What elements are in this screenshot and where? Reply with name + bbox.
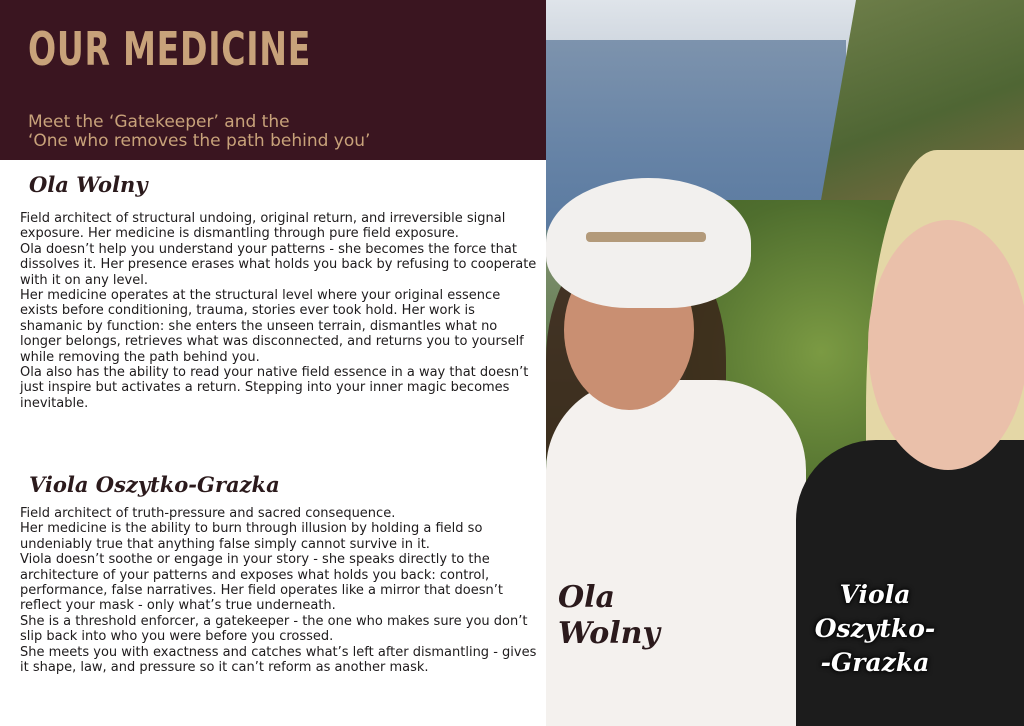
viola-bio-paragraph: Field architect of truth-pressure and sacred consequence. [20,506,396,521]
portrait-photo [546,0,1024,726]
ola-bio [20,211,540,411]
ola-bio-paragraph: Her medicine operates at the structural level where your original essence exists before conditioning, trauma, stories ever took hold. Her work is shamanic by function: she enters the unseen terrain, dismantles what no longer belongs, retrieves what was disconnected, and returns you to yourself while removing the path behind you. [20,288,524,365]
content-area [0,160,546,726]
photo-label-viola [800,578,950,680]
ola-bio-paragraph: Ola doesn’t help you understand your patterns - she becomes the force that dissolves it. Her presence erases what holds you back by refusing to cooperate with it on any level. [20,241,537,288]
ola-bio-paragraph: Field architect of structural undoing, original return, and irreversible signal exposure. Her medicine is dismantling through pure field exposure. [20,211,506,242]
viola-bio-paragraph: Viola doesn’t soothe or engage in your story - she speaks directly to the architecture of your patterns and exposes what holds you back: control, performance, false narratives. Her field operates like a mirror that doesn’t reflect your mask - only what’s true underneath. [20,552,503,614]
hat-band [586,232,706,242]
photo-face-right [868,220,1024,470]
subtitle-line-2: ‘One who removes the path behind you’ [28,131,371,151]
subtitle-line-1: Meet the ‘Gatekeeper’ and the [28,112,290,132]
photo-label-viola-line: Viola [839,580,911,609]
photo-label-viola-line: Oszytko- [814,614,936,643]
viola-name-heading: Viola Oszytko-Grazka [29,472,280,497]
sun-hat [546,178,751,308]
photo-label-ola-line: Ola [558,580,615,615]
ola-name-heading: Ola Wolny [29,172,148,197]
page-subtitle [28,113,370,151]
ola-bio-paragraph: Ola also has the ability to read your native field essence in a way that doesn’t just inspire but activates a return. Stepping into your inner magic becomes inevitable. [20,365,529,411]
viola-bio-paragraph: Her medicine is the ability to burn through illusion by holding a field so undeniably true that anything false simply cannot survive in it. [20,521,483,552]
photo-label-viola-line: -Grazka [820,648,930,677]
header-banner [0,0,546,160]
photo-label-ola [558,580,660,652]
photo-person-left [546,380,806,726]
viola-bio [20,506,540,675]
viola-bio-paragraph: She meets you with exactness and catches what’s left after dismantling - gives it shape, law, and pressure so it can’t reform as another mask. [20,644,537,676]
photo-label-ola-line: Wolny [558,616,660,651]
page-title: OUR MEDICINE [28,22,312,76]
viola-bio-paragraph: She is a threshold enforcer, a gatekeeper - the one who makes sure you don’t slip back into who you were before you crossed. [20,613,528,645]
